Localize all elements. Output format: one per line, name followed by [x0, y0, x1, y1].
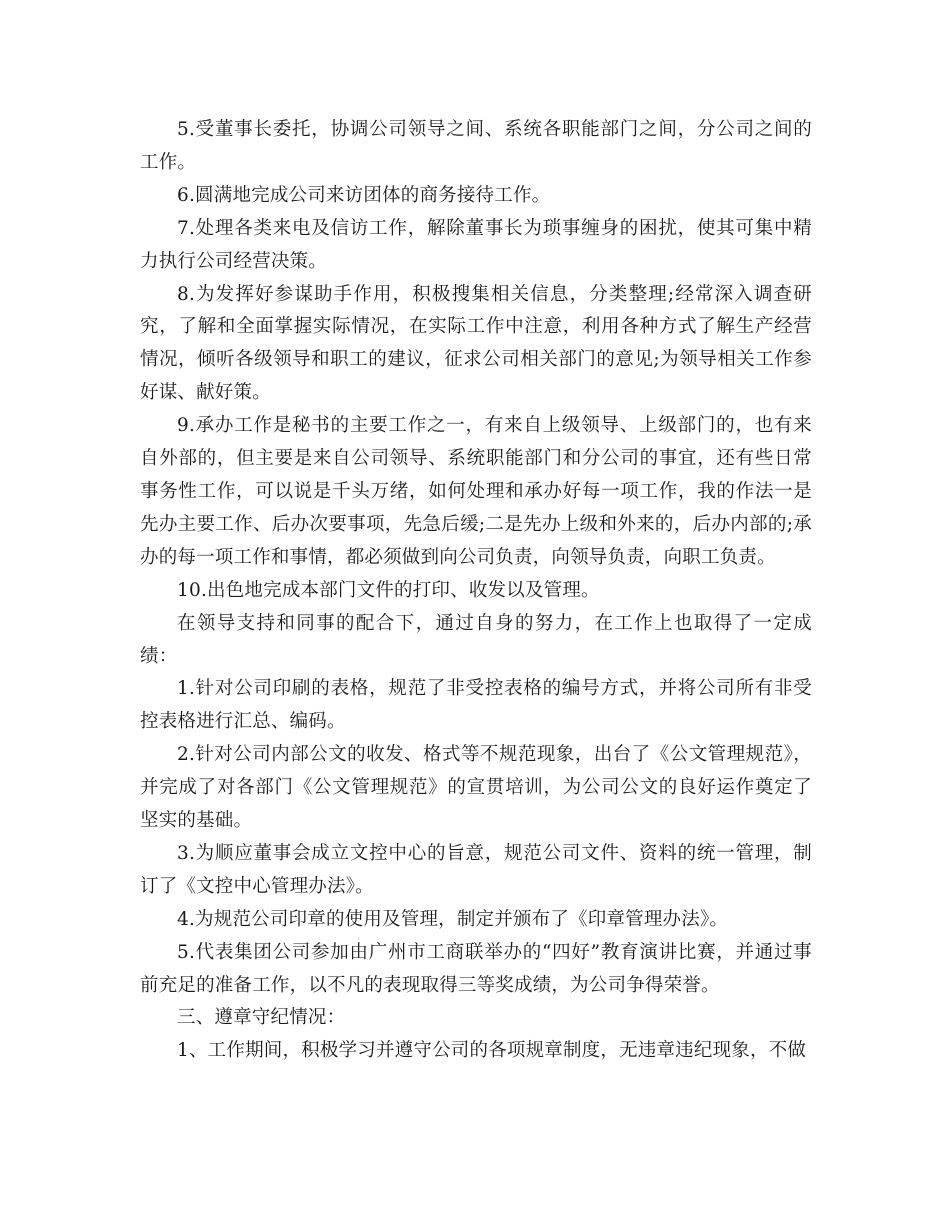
paragraph-achievement-5-speech-contest: 5.代表集团公司参加由广州市工商联举办的“四好”教育演讲比赛，并通过事前充足的准备工作，以不凡的表现取得三等奖成绩，为公司争得荣誉。 — [140, 941, 812, 996]
paragraph-item-8-advisor: 8.为发挥好参谋助手作用，积极搜集相关信息，分类整理;经常深入调查研究，了解和全面掌握实际情况，在实际工作中注意，利用各种方式了解生产经营情况，倾听各级领导和职工的建议，征求公司相关部门的意见;为领导相关工作参好谋、献好策。 — [140, 283, 812, 404]
paragraph-achievement-1-forms: 1.针对公司印刷的表格，规范了非受控表格的编号方式，并将公司所有非受控表格进行汇总、编码。 — [140, 678, 812, 733]
paragraph-item-5-coordination: 5.受董事长委托，协调公司领导之间、系统各职能部门之间，分公司之间的工作。 — [140, 119, 812, 173]
paragraph-item-10-documents: 10.出色地完成本部门文件的打印、收发以及管理。 — [177, 579, 600, 601]
document-body — [140, 114, 812, 1068]
paragraph-item-6-reception: 6.圆满地完成公司来访团体的商务接待工作。 — [177, 184, 551, 206]
paragraph-achievement-3-doc-control: 3.为顺应董事会成立文控中心的旨意，规范公司文件、资料的统一管理，制订了《文控中心管理办法》。 — [140, 842, 812, 897]
paragraph-achievement-2-official-docs: 2.针对公司内部公文的收发、格式等不规范现象，出台了《公文管理规范》，并完成了对各部门《公文管理规范》的宣贯培训，为公司公文的良好运作奠定了坚实的基础。 — [140, 744, 812, 832]
paragraph-achievement-4-seals: 4.为规范公司印章的使用及管理，制定并颁布了《印章管理办法》。 — [177, 908, 729, 930]
paragraph-discipline-1: 1、工作期间，积极学习并遵守公司的各项规章制度，无违章违纪现象，不做 — [177, 1040, 807, 1062]
paragraph-item-7-calls-letters: 7.处理各类来电及信访工作，解除董事长为琐事缠身的困扰，使其可集中精力执行公司经营决策。 — [140, 217, 812, 272]
paragraph-achievements-intro: 在领导支持和同事的配合下，通过自身的努力，在工作上也取得了一定成绩： — [140, 612, 812, 667]
paragraph-item-9-handling-work: 9.承办工作是秘书的主要工作之一，有来自上级领导、上级部门的，也有来自外部的，但主要是来自公司领导、系统职能部门和分公司的事宜，还有些日常事务性工作，可以说是千头万绪，如何处理和承办好每一项工作，我的作法一是先办主要工作、后办次要事项，先急后缓;二是先办上级和外来的，后办内部的;承办的每一项工作和事情，都必须做到向公司负责，向领导负责，向职工负责。 — [140, 415, 812, 568]
section-heading-discipline: 三、遵章守纪情况： — [177, 1007, 346, 1029]
